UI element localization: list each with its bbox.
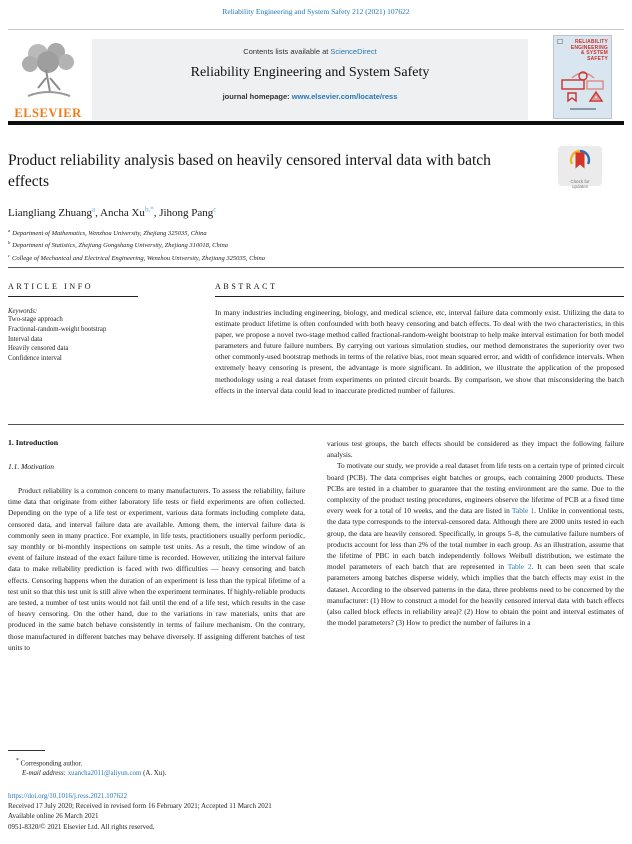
check-updates-badge[interactable] (558, 146, 602, 189)
article-title: Product reliability analysis based on heavily censored interval data with batch effects (8, 152, 491, 190)
affiliation-line: $^b$ Department of Statistics, Zhejiang Gongshang University, Zhejiang 310018, China (8, 240, 229, 250)
affiliation-divider (8, 267, 624, 268)
email-link[interactable]: xuancha2011@aliyun.com (67, 770, 142, 778)
abstract-heading: ABSTRACT (215, 282, 278, 291)
author-name: Liangliang Zhuang (8, 206, 93, 219)
header-thick-rule (8, 121, 624, 125)
author-name: Jihong Pang (159, 206, 214, 219)
table-2-link[interactable]: Table 2 (507, 562, 532, 572)
author: Ancha $Xu^{b,*}$, (100, 205, 160, 219)
article-info-section (8, 282, 203, 364)
author-sup[interactable]: c (213, 205, 217, 213)
homepage-line: journal homepage: www.elsevier.com/locate/ress (222, 92, 398, 101)
author (159, 207, 216, 219)
abstract-bottom-rule (8, 424, 624, 425)
doi-link[interactable]: https://doi.org/10.1016/j.ress.2021.107622 (8, 792, 128, 800)
body-paragraph: various test groups, the batch effects should be considered as they impact the following failure analysis. (327, 439, 624, 460)
article-info-heading: ARTICLE INFO (8, 282, 94, 291)
table-1-link[interactable]: Table 1 (511, 506, 535, 516)
journal-header-banner (92, 39, 528, 120)
body-left-column (8, 438, 305, 744)
article-footer (8, 791, 624, 832)
section-heading-introduction: 1. Introduction (8, 438, 59, 447)
footer-available-line: Available online 26 March 2021 (8, 812, 99, 821)
cover-corner-mark-icon (557, 39, 563, 44)
elsevier-tree-icon (16, 87, 80, 104)
journal-citation-header[interactable]: Reliability Engineering and System Safety 212 (2021) 107622 (222, 7, 410, 16)
contents-line: Contents lists available at ScienceDirect (243, 47, 377, 56)
footer-copyright-line: 0951-8320/© 2021 Elsevier Ltd. All rights reserved. (8, 822, 155, 831)
keyword-item: Interval data (8, 335, 43, 343)
footnote-rule (8, 750, 45, 751)
abstract-section (215, 282, 624, 396)
cover-title: RELIABILITY ENGINEERING & SYSTEM SAFETY (570, 39, 608, 62)
abstract-text: In many industries including engineering, biology, and medical science, etc, interval failure data commonly exist. Utilizing the data to estimate product lifetime is often confounded with both heavy censoring and batch effects. To deal with the two characteristics, in this paper, we propose a novel two-stage method called fractional-random-weight bootstrap to help make interval estimation for both model parameters and future failure numbers. By carrying out various simulation studies, our method demonstrates the superiority over two other commonly-used bootstrap methods in terms of the relative bias, root mean squared error, and width of confidence intervals. When extremely heavy censoring is present, the advantage is more significant. In addition, we illustrate the application of the proposed methodology using a real dataset from experiments on printed circuit boards. By comparison, we show that misconsidering the batch effects in the interval data could lead to inaccurate predicted number of failures. (215, 308, 624, 395)
intro-paragraph: Product reliability is a common concern to many manufacturers. To assess the reliability, failure time data that originate from either laboratory life tests or field experiments are often collected. Depending on the type of a life test or experiment, various data formats including complete data, censored data, and interval failure data are available. Among them, the interval failure data is commonly seen in many practice. For example, in life tests, practitioners usually perform periodic, say monthly or bi-monthly inspections on sample test units. As a result, the time window of an event of failure instead of the exact failure time is recorded. However, utilizing the interval failure data to make reliability prediction is faced with two difficulties — heavy censoring and batch effects. Censoring happens when the duration of an experiment is less than the typical lifetime of a test unit so that this test unit is still alive when the experiment terminates. If highly-reliable products are tested, a number of test units would not fail until the end of a life test, which results in the case of heavy censoring. On the other hand, due to the variations in raw materials, units that are produced in the same batch behave consistently in terms of failure mechanism. On the contrary, those manufactured in different batches may behave diversely. If assigning different batches of test units to (8, 486, 305, 652)
author: Liangliang Zhuang$^a$, (8, 205, 101, 219)
elsevier-wordmark: ELSEVIER (14, 106, 82, 120)
body-right-column (327, 438, 624, 763)
journal-homepage-link[interactable]: www.elsevier.com/locate/ress (291, 92, 398, 101)
keyword-item: Confidence interval (8, 355, 62, 363)
keywords-label: Keywords: (8, 308, 38, 315)
authors-line (8, 205, 216, 219)
top-divider (8, 29, 624, 30)
elsevier-logo (8, 40, 88, 120)
keyword-item: Two-stage approach (8, 316, 63, 323)
affiliation-line: $^c$ College of Mechanical and Electrical Engineering, Wenzhou University, Zhejiang 325035, China (8, 252, 266, 263)
journal-title: Reliability Engineering and System Safety (190, 65, 430, 80)
cover-footer-mark (554, 97, 611, 115)
article-info-rule (8, 296, 138, 297)
footer-received-line: Received 17 July 2020; Received in revised form 16 February 2021; Accepted 11 March 2021 (8, 802, 272, 811)
sciencedirect-link[interactable]: ScienceDirect (330, 47, 377, 56)
bookmark-icon (571, 151, 589, 169)
corresponding-author-note: * Corresponding author. E-mail address: xuancha2011@aliyun.com (A. Xu). (8, 750, 305, 779)
keyword-item: Fractional-random-weight bootstrap (8, 325, 107, 333)
author-name: Ancha Xu (100, 206, 145, 219)
keyword-item: Heavily censored data (8, 345, 69, 353)
affiliations (8, 226, 265, 263)
subsection-heading-motivation: 1.1. Motivation (8, 462, 55, 471)
author-sup[interactable]: a (92, 205, 96, 213)
journal-cover-thumbnail[interactable] (553, 35, 612, 119)
body-paragraph: To motivate our study, we provide a real dataset from life tests on a certain type of printed circuit board (PCB). The data comprises eight batches or groups, each containing 2000 products. These PCBs are tested in a chamber to guarantee that the testing environment are the same. Due to the complexity of the product testing procedures, engineers observe the lifetime of PCB at a fixed time every week for a total of 10 weeks, and the data are listed in Table 1. Unlike in conventional tests, the data type corresponds to the interval-censored data. Although there are 2000 units tested in each group, the data are heavily censored. Specifically, in groups 5–8, the cumulative failure numbers of products account for less than 2% of the total number in each group. As an illustration, assume that the lifetime of PBC in each batch independently follows Weibull distribution, we estimate the model parameters of each batch that are represented in Table 2. It can been seen that scale parameters among batches disperse widely, which implies that the batch effects may exist in the dataset. According to the observed patterns in the data, three problems need to be concerned by the manufacturer: (1) How to construct a model for the heavily censored interval data with batch effects (also called block effects in reliability area)? (2) How to obtain the point and interval estimates of the model parameters? (3) How to predict the number of failures in a (327, 461, 624, 628)
author-sup[interactable]: b,* (144, 205, 154, 213)
abstract-rule (215, 296, 624, 297)
check-updates-label: Check for updates (570, 179, 590, 189)
affiliation-line: $^a$ Department of Mathematics, Wenzhou University, Zhejiang 325035, China (8, 228, 207, 238)
